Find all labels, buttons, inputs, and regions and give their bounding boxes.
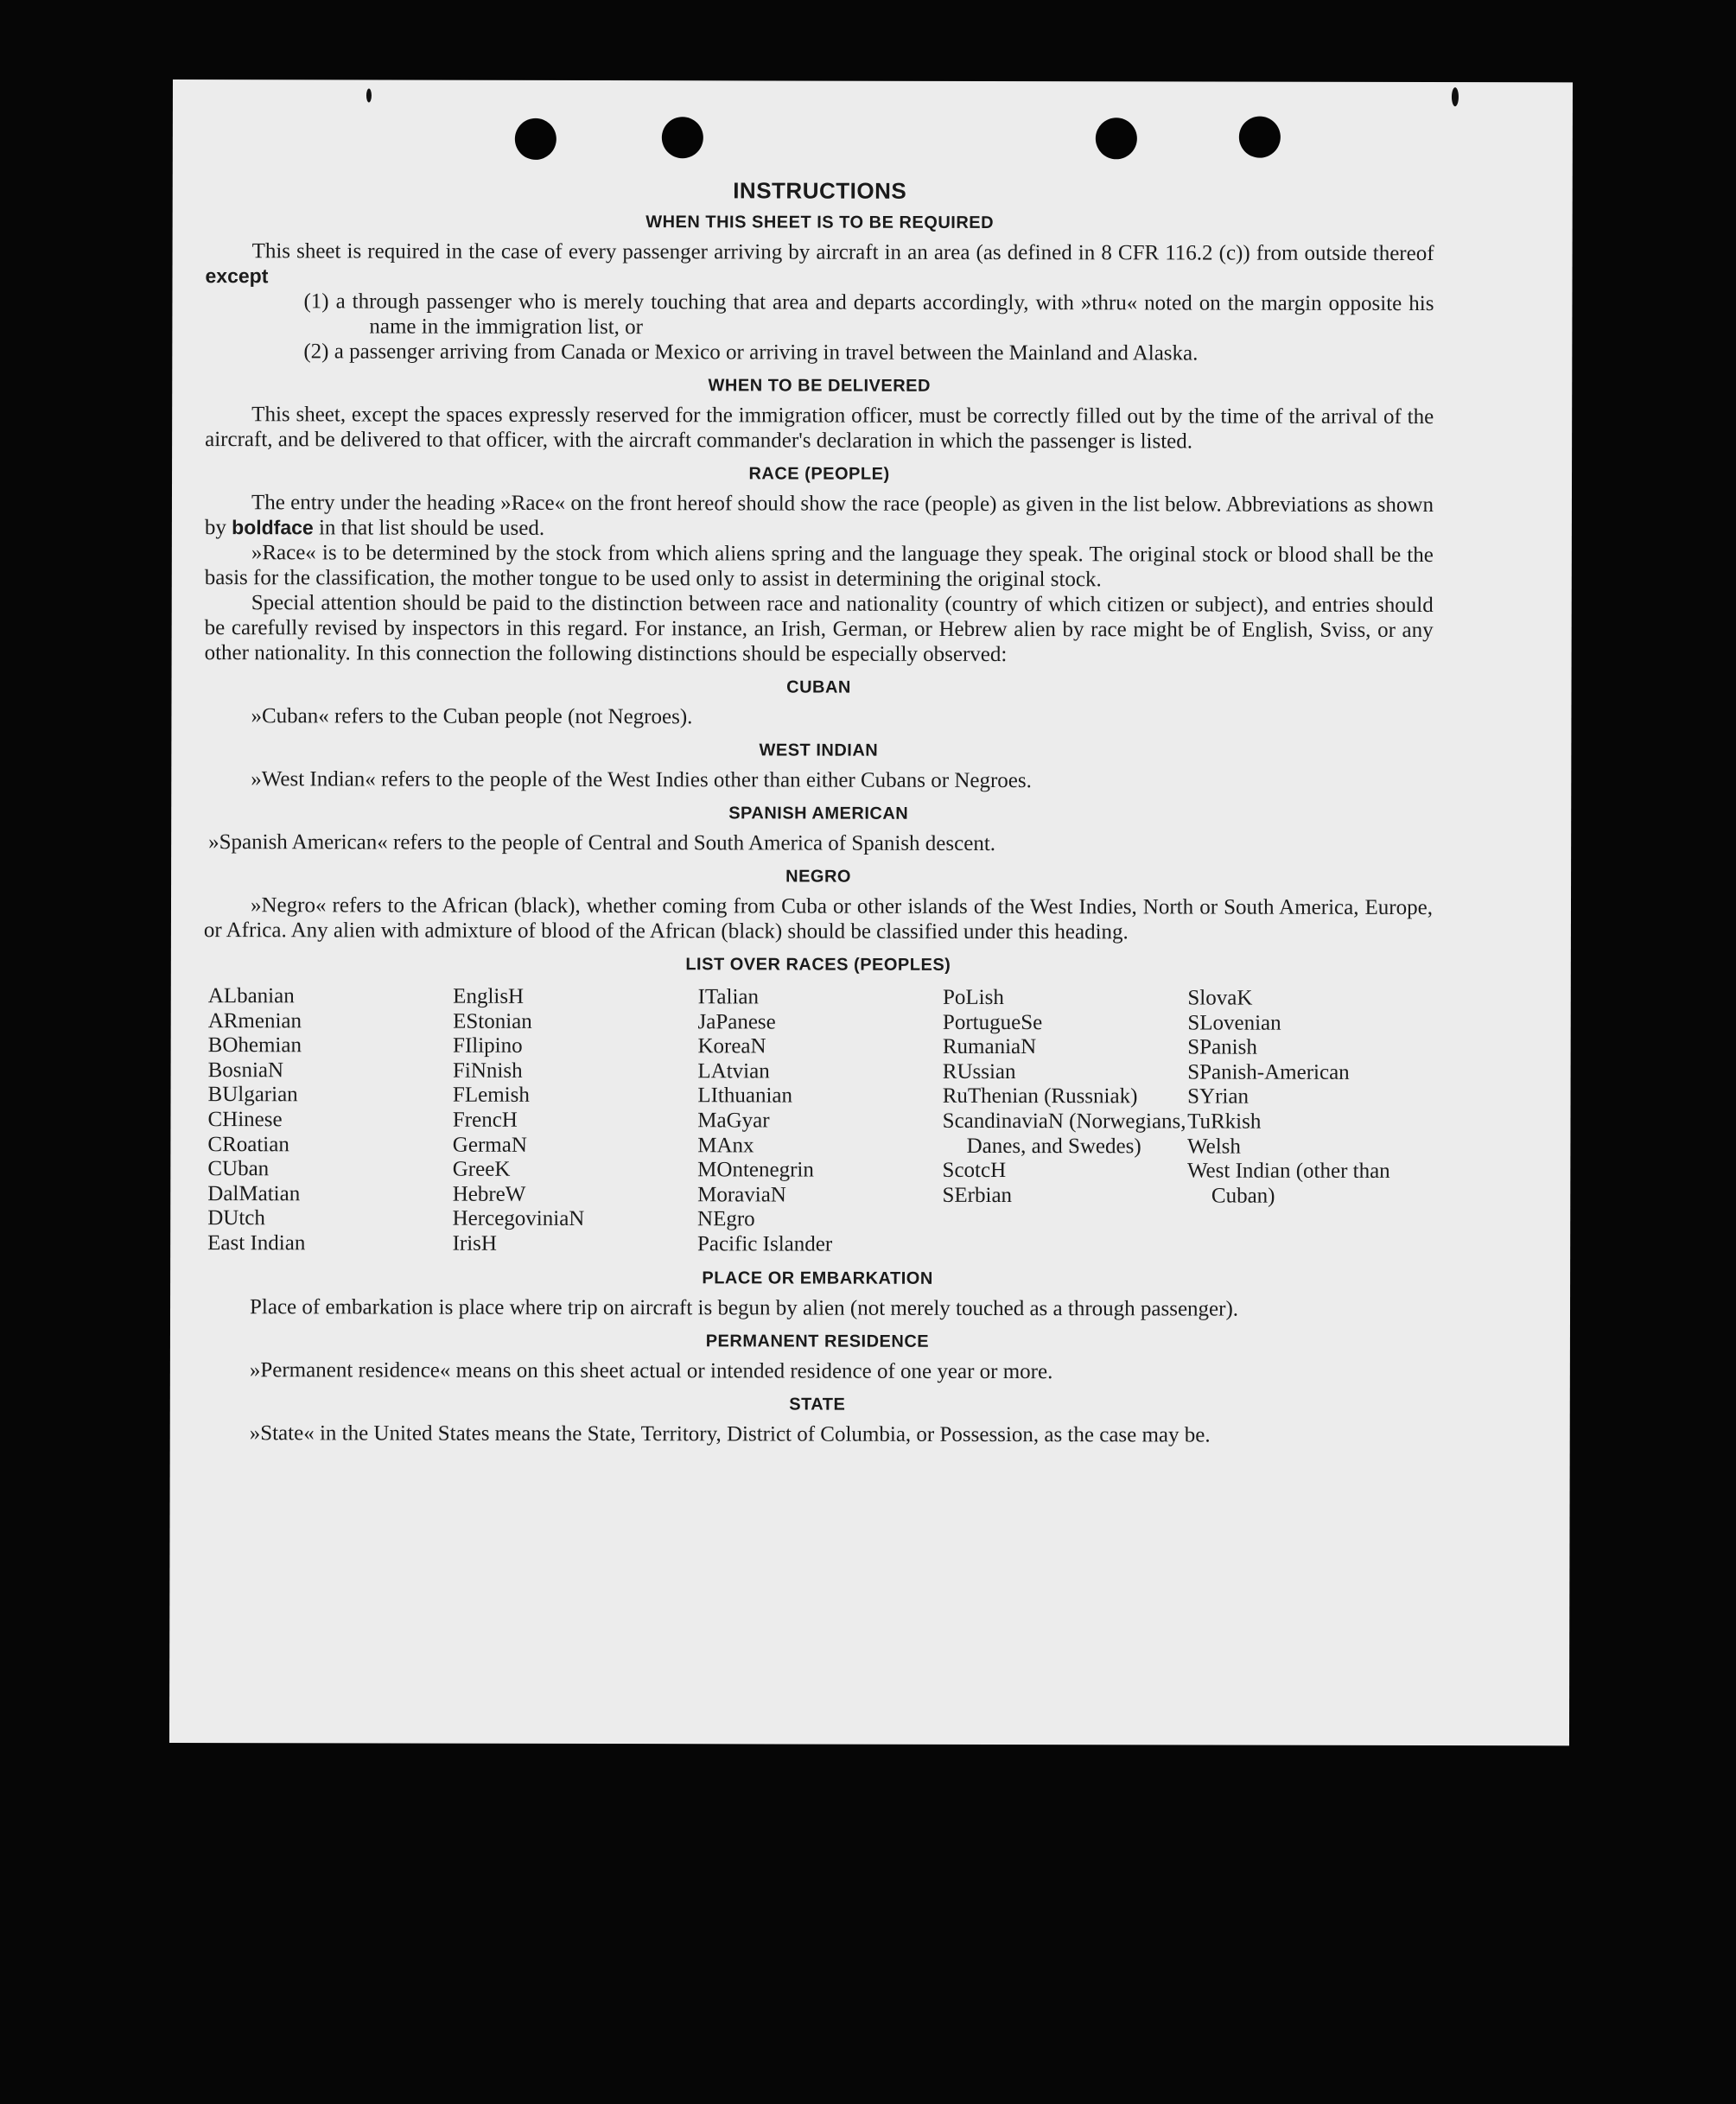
race-item: FIlipino (453, 1033, 523, 1058)
race-item: MoraviaN (697, 1183, 786, 1207)
paragraph: »Negro« refers to the African (black), whether coming from Cuba or other islands of the West Indies, North or South America, Europe, or Africa. Any alien with admixture of blood of the African (black) should be classified under this heading. (203, 893, 1434, 944)
race-item: DUtch (207, 1206, 265, 1230)
paragraph: Special attention should be paid to the distinction between race and nationality (country of which citizen or subject), and entries should be carefully revised by inspectors in this regard. For instance, an Irish, German, or Hebrew alien by race might be of English, Sviss, or any other nationality. In this connection the following distinctions should be especially observed: (204, 591, 1434, 667)
race-item: ALbanian (207, 984, 295, 1008)
paragraph: »West Indian« refers to the people of the West Indies other than either Cubans or Negroes. (251, 767, 1032, 793)
race-item: RumaniaN (942, 1035, 1037, 1059)
punch-hole (1096, 118, 1137, 159)
race-item: JaPanese (697, 1009, 776, 1034)
race-item: EnglisH (453, 984, 525, 1008)
instructions-text (203, 176, 1434, 1448)
race-item: MAnx (697, 1133, 754, 1157)
paragraph: This sheet, except the spaces expressly reserved for the immigration officer, must be correctly filled out by the time of the arrival of the aircraft, and be delivered to that officer, with the aircraft commander's declaration in which the passenger is listed. (205, 403, 1434, 454)
race-item: MaGyar (697, 1109, 770, 1133)
list-item: (1) a through passenger who is merely touching that area and departs accordingly, with »thru« noted on the margin opposite his name in the immigration list, or (303, 289, 1434, 340)
race-item: SPanish (1187, 1035, 1257, 1059)
race-item: CRoatian (207, 1132, 289, 1156)
paragraph: Place of embarkation is place where trip on aircraft is begun by alien (not merely touched as a through passenger). (249, 1294, 1239, 1321)
race-item: HebreW (452, 1182, 526, 1206)
heading-race-list: LIST OVER RACES (PEOPLES) (685, 955, 951, 975)
race-list (207, 984, 1433, 1258)
bold-text: except (205, 264, 269, 288)
paragraph: »Permanent residence« means on this sheet actual or intended residence of one year or more. (249, 1357, 1053, 1383)
race-column (1187, 986, 1433, 1258)
race-item: CUban (207, 1157, 270, 1181)
race-column (453, 985, 698, 1257)
race-item: SlovaK (1187, 986, 1253, 1010)
race-item: BUlgarian (207, 1083, 298, 1107)
race-item: SErbian (942, 1183, 1013, 1207)
race-item: East Indian (207, 1231, 306, 1255)
race-item: LAtvian (697, 1059, 770, 1084)
heading-when-delivered: WHEN TO BE DELIVERED (708, 376, 932, 396)
race-item: KoreaN (697, 1034, 766, 1058)
paragraph (205, 490, 1434, 543)
race-item: SPanish-American (1187, 1060, 1350, 1084)
heading-cuban: CUBAN (786, 677, 851, 697)
heading-spanish-american: SPANISH AMERICAN (728, 804, 909, 823)
race-item: DalMatian (207, 1181, 301, 1206)
race-item: SLovenian (1187, 1011, 1281, 1035)
race-item: CHinese (207, 1108, 283, 1132)
punch-hole (515, 118, 556, 160)
race-item: ScandinaviaN (Norwegians, Danes, and Swedes) (942, 1109, 1186, 1158)
race-item: LIthuanian (697, 1084, 793, 1108)
race-item: HercegoviniaN (452, 1207, 585, 1231)
paragraph: »Spanish American« refers to the people of Central and South America of Spanish descent. (208, 830, 996, 855)
text: This sheet is required in the case of every passenger arriving by aircraft in an area (as defined in 8 CFR 116.2 (c)) from outside thereof (251, 239, 1434, 266)
race-item: ITalian (697, 985, 760, 1009)
race-item: PortugueSe (942, 1010, 1043, 1034)
heading-embarkation: PLACE OR EMBARKATION (702, 1268, 933, 1288)
heading-when-required: WHEN THIS SHEET IS TO BE REQUIRED (645, 213, 995, 232)
race-item: NEgro (697, 1207, 755, 1231)
race-item: ARmenian (207, 1008, 302, 1033)
race-item: West Indian (other than Cuban) (1186, 1159, 1390, 1208)
race-column (207, 984, 453, 1256)
race-item: TuRkish (1187, 1109, 1262, 1134)
race-item: GreeK (452, 1157, 511, 1181)
page-title: INSTRUCTIONS (733, 177, 907, 204)
bold-text: boldface (232, 516, 314, 539)
race-item: Welsh (1187, 1135, 1241, 1159)
paragraph: »Cuban« refers to the Cuban people (not Negroes). (251, 704, 693, 729)
race-item: PoLish (942, 985, 1004, 1010)
paragraph: »State« in the United States means the State, Territory, District of Columbia, or Possession, as the case may be. (249, 1421, 1211, 1447)
race-column (942, 986, 1187, 1258)
race-item: BosniaN (207, 1058, 284, 1083)
race-item: FrencH (452, 1108, 518, 1132)
paragraph: »Race« is to be determined by the stock from which aliens spring and the language they speak. The original stock or blood shall be the basis for the classification, the mother tongue to be used only to assist in determining the original stock. (204, 541, 1434, 592)
race-item: ScotcH (942, 1159, 1007, 1183)
heading-state: STATE (789, 1395, 846, 1414)
race-item: EStonian (453, 1009, 532, 1033)
race-item: FiNnish (452, 1058, 523, 1083)
list-item: (2) a passenger arriving from Canada or Mexico or arriving in travel between the Mainland and Alaska. (303, 340, 1199, 365)
speck (366, 88, 372, 102)
race-item: BOhemian (207, 1033, 302, 1058)
race-item: SYrian (1187, 1084, 1250, 1109)
text: in that list should be used. (318, 516, 545, 540)
heading-permanent-residence: PERMANENT RESIDENCE (705, 1331, 930, 1351)
paragraph (205, 238, 1434, 291)
race-item: IrisH (452, 1231, 498, 1255)
heading-race: RACE (PEOPLE) (748, 464, 890, 484)
race-item: RUssian (942, 1059, 1016, 1084)
heading-negro: NEGRO (785, 867, 852, 887)
punch-hole (1239, 117, 1281, 158)
punch-hole (662, 117, 703, 158)
text: The entry under the heading »Race« on the front hereof should show the race (people) as given in the list below. Abbreviations as shown by (204, 491, 1434, 540)
race-item: Pacific Islander (696, 1232, 833, 1256)
document-page (169, 79, 1573, 1745)
speck (1452, 87, 1459, 106)
race-item: FLemish (452, 1084, 530, 1108)
heading-west-indian: WEST INDIAN (759, 741, 879, 760)
race-item: RuThenian (Russniak) (942, 1084, 1138, 1109)
race-column (697, 985, 943, 1257)
race-item: MOntenegrin (697, 1158, 814, 1182)
race-item: GermaN (452, 1133, 527, 1157)
